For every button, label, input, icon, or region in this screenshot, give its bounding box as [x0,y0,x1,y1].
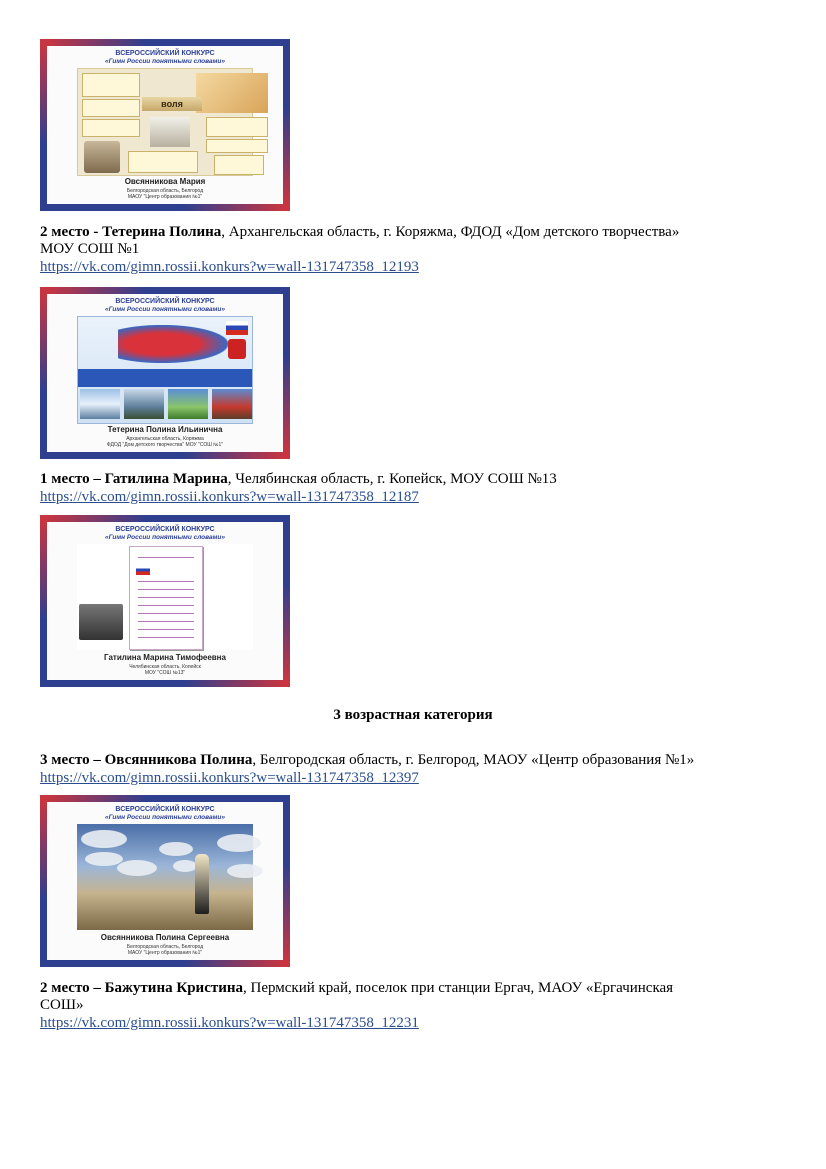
poster-school-line: МАОУ "Центр образования №1" [127,950,203,956]
poster-image-ovsyannikova-maria [40,39,290,211]
poster-header-subtitle: «Гимн России понятными словами» [105,814,225,821]
poster-header-title: ВСЕРОССИЙСКИЙ КОНКУРС [115,806,215,813]
entry-rank: 3 место – Овсянникова Полина [40,752,253,768]
poster-place-line: Челябинская область, Копейск [129,664,201,670]
poster-author-place [47,436,283,448]
poster-author-place [47,664,283,676]
entry-link[interactable]: https://vk.com/gimn.rossii.konkurs?w=wall-131747358_12187 [40,489,419,505]
russian-flag-icon [226,321,248,335]
poster-place-line: Архангельская область, Коряжма [126,436,204,442]
poster-place-line: Белгородская область, Белгород [126,188,204,194]
poster-header-title: ВСЕРОССИЙСКИЙ КОНКУРС [115,526,215,533]
entry-link[interactable]: https://vk.com/gimn.rossii.konkurs?w=wall-131747358_12193 [40,259,419,275]
entry-gatilina [40,471,800,506]
poster-author-name: Тетерина Полина Ильинична [107,425,223,434]
entry-link[interactable]: https://vk.com/gimn.rossii.konkurs?w=wall-131747358_12231 [40,1015,419,1031]
poster-artwork [77,68,253,176]
poster-header-title: ВСЕРОССИЙСКИЙ КОНКУРС [115,298,215,305]
poster-school-line: МОУ "СОШ №13" [144,670,186,676]
entry-ovsyannikova-polina [40,752,800,787]
poster-header [47,298,283,314]
entry-text [40,471,800,488]
entry-text [40,980,800,997]
coat-of-arms-icon [228,339,246,359]
poster-header-subtitle: «Гимн России понятными словами» [105,534,225,541]
entry-details-cont: СОШ» [40,997,84,1013]
entry-details: , Пермский край, поселок при станции Ергач, МАОУ «Ергачинская [243,980,674,996]
poster-artwork [77,316,253,424]
entry-details-cont: МОУ СОШ №1 [40,241,140,257]
poster-header-title: ВСЕРОССИЙСКИЙ КОНКУРС [115,50,215,57]
entry-rank: 2 место – Бажутина Кристина [40,980,244,996]
poster-place-line: Белгородская область, Белгород [126,944,204,950]
entry-details: , Архангельская область, г. Коряжма, ФДОД «Дом детского творчества» [221,224,680,240]
poster-image-ovsyannikova-polina [40,795,290,967]
poster-image-teterina [40,287,290,459]
poster-author-name: Гатилина Марина Тимофеевна [104,653,226,662]
poster-header-subtitle: «Гимн России понятными словами» [105,58,225,65]
poster-author-place [47,188,283,200]
entry-details: , Белгородская область, г. Белгород, МАОУ «Центр образования №1» [252,752,695,768]
entry-link[interactable]: https://vk.com/gimn.rossii.konkurs?w=wall-131747358_12397 [40,770,419,786]
entry-text [40,224,800,241]
poster-artwork [77,544,253,650]
poster-school-line: МАОУ "Центр образования №1" [127,194,203,200]
russian-flag-icon [136,565,150,575]
poster-header [47,806,283,822]
poster-header-subtitle: «Гимн России понятными словами» [105,306,225,313]
entry-bazhutina [40,980,800,1032]
poster-author-place [47,944,283,956]
entry-details: , Челябинская область, г. Копейск, МОУ СОШ №13 [227,471,557,487]
entry-rank: 1 место – Гатилина Марина [40,471,228,487]
category-heading: 3 возрастная категория [333,707,493,723]
poster-header [47,50,283,66]
entry-rank: 2 место - Тетерина Полина [40,224,222,240]
entry-text [40,752,800,769]
poster-image-gatilina [40,515,290,687]
poster-artwork [77,824,253,930]
poster-school-line: ФДОД "Дом детского творчества" МОУ "СОШ №1" [106,442,224,448]
poster-keyword: воля [142,97,202,111]
poster-author-name: Овсянникова Мария [124,177,206,186]
poster-author-name: Овсянникова Полина Сергеевна [100,933,230,942]
poster-header [47,526,283,542]
entry-teterina [40,224,800,276]
